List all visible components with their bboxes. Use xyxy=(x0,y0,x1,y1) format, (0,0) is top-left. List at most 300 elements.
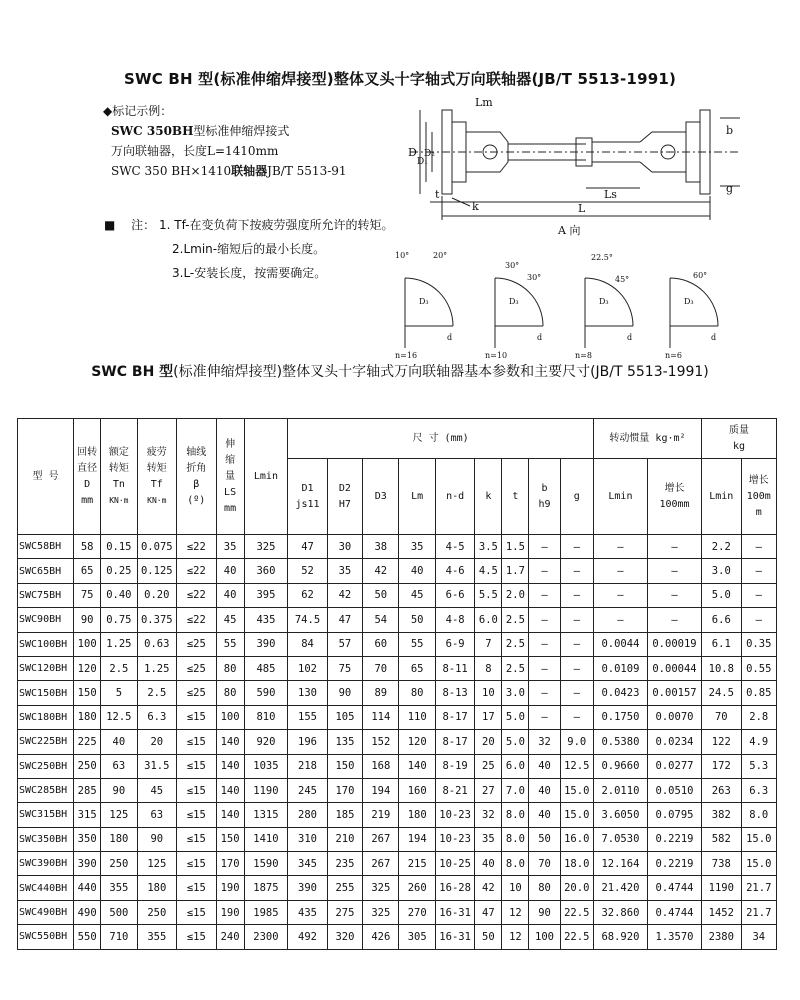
header-D3: D3 xyxy=(363,459,399,535)
section-4-angle-a: 60° xyxy=(693,271,708,280)
table-cell: 267 xyxy=(363,827,399,851)
table-cell: – xyxy=(560,583,593,607)
label-t: t xyxy=(435,188,440,201)
table-cell: ≤15 xyxy=(177,852,217,876)
section-2-d3: D₃ xyxy=(509,297,519,306)
table-cell: 1410 xyxy=(244,827,288,851)
table-cell: 435 xyxy=(288,900,328,924)
table-cell: 2.2 xyxy=(702,535,742,559)
example-code-b: JB/T 5513-91 xyxy=(267,164,347,178)
table-cell: 5 xyxy=(101,681,137,705)
table-row xyxy=(18,730,777,754)
section-1-d: d xyxy=(447,333,453,342)
table-cell: 15.0 xyxy=(741,827,776,851)
table-cell: 150 xyxy=(74,681,101,705)
table-cell: 2.5 xyxy=(137,681,177,705)
table-cell: 4.5 xyxy=(475,559,502,583)
table-row xyxy=(18,681,777,705)
table-cell: 1.7 xyxy=(502,559,529,583)
table-cell: 7.0530 xyxy=(593,827,647,851)
header-g: g xyxy=(560,459,593,535)
table-cell: 42 xyxy=(363,559,399,583)
table-cell: 32 xyxy=(529,730,560,754)
section-3-n: n=8 xyxy=(575,351,592,360)
table-cell: 350 xyxy=(74,827,101,851)
table-cell: 8-21 xyxy=(435,778,475,802)
note-bullet: ■ xyxy=(104,218,116,232)
table-cell: – xyxy=(560,705,593,729)
table-cell: 52 xyxy=(288,559,328,583)
table-cell: – xyxy=(529,705,560,729)
header-mass-lmin: Lmin xyxy=(702,459,742,535)
table-cell: 21.420 xyxy=(593,876,647,900)
table-cell: 485 xyxy=(244,656,288,680)
table-cell: 180 xyxy=(101,827,137,851)
table-cell: 263 xyxy=(702,778,742,802)
table-cell: ≤15 xyxy=(177,803,217,827)
table-cell: 320 xyxy=(327,925,362,949)
table-cell: 440 xyxy=(74,876,101,900)
table-cell: 6-6 xyxy=(435,583,475,607)
table-cell: 395 xyxy=(244,583,288,607)
table-cell: 1.3570 xyxy=(647,925,701,949)
table-cell: ≤15 xyxy=(177,876,217,900)
table-cell: 310 xyxy=(288,827,328,851)
header-b: b h9 xyxy=(529,459,560,535)
table-cell: 218 xyxy=(288,754,328,778)
table-cell: 3.0 xyxy=(502,681,529,705)
table-cell: 550 xyxy=(74,925,101,949)
table-cell: 280 xyxy=(288,803,328,827)
label-b: b xyxy=(726,124,734,137)
table-cell: – xyxy=(529,559,560,583)
table-cell: 20 xyxy=(475,730,502,754)
table-cell: 590 xyxy=(244,681,288,705)
table-row xyxy=(18,876,777,900)
section-3-d3: D₃ xyxy=(599,297,609,306)
table-cell: 155 xyxy=(288,705,328,729)
section-3-angle-a: 22.5° xyxy=(591,253,613,262)
table-cell: 55 xyxy=(399,632,435,656)
table-cell: 390 xyxy=(244,632,288,656)
model-cell: SWC285BH xyxy=(18,778,74,802)
label-D1: D₁ xyxy=(417,157,428,167)
table-cell: 40 xyxy=(101,730,137,754)
section-4-d3: D₃ xyxy=(684,297,694,306)
table-cell: 40 xyxy=(216,583,244,607)
table-cell: 2380 xyxy=(702,925,742,949)
table-cell: – xyxy=(560,632,593,656)
label-k: k xyxy=(472,200,479,213)
table-cell: 62 xyxy=(288,583,328,607)
table-cell: – xyxy=(529,681,560,705)
table-row xyxy=(18,900,777,924)
model-cell: SWC58BH xyxy=(18,535,74,559)
table-cell: 215 xyxy=(399,852,435,876)
table-cell: 8-19 xyxy=(435,754,475,778)
table-cell: 345 xyxy=(288,852,328,876)
note-2: 2.Lmin-缩短后的最小长度。 xyxy=(172,242,326,256)
spec-table xyxy=(17,418,777,950)
table-cell: ≤15 xyxy=(177,900,217,924)
table-cell: – xyxy=(741,583,776,607)
table-cell: 47 xyxy=(327,608,362,632)
table-cell: 0.4744 xyxy=(647,876,701,900)
table-cell: 40 xyxy=(529,803,560,827)
table-cell: 15.0 xyxy=(560,803,593,827)
table-cell: – xyxy=(529,632,560,656)
table-cell: 5.0 xyxy=(702,583,742,607)
table-cell: – xyxy=(529,535,560,559)
table-cell: 40 xyxy=(399,559,435,583)
table-cell: 31.5 xyxy=(137,754,177,778)
table-cell: 75 xyxy=(327,656,362,680)
table-cell: 35 xyxy=(475,827,502,851)
table-cell: 0.63 xyxy=(137,632,177,656)
table-cell: 45 xyxy=(137,778,177,802)
table-cell: 2.0110 xyxy=(593,778,647,802)
table-cell: 50 xyxy=(529,827,560,851)
table-cell: 0.5380 xyxy=(593,730,647,754)
table-cell: 40 xyxy=(475,852,502,876)
table-cell: 190 xyxy=(216,876,244,900)
table-cell: 6.3 xyxy=(137,705,177,729)
table-cell: 219 xyxy=(363,803,399,827)
header-inertia: 转动惯量 kg·m² xyxy=(593,419,701,459)
table-cell: 1452 xyxy=(702,900,742,924)
table-cell: 710 xyxy=(101,925,137,949)
table-cell: 2.0 xyxy=(502,583,529,607)
table-cell: 25 xyxy=(475,754,502,778)
model-cell: SWC350BH xyxy=(18,827,74,851)
table-cell: 0.00044 xyxy=(647,656,701,680)
table-cell: 2.8 xyxy=(741,705,776,729)
table-cell: 0.0510 xyxy=(647,778,701,802)
table-cell: ≤22 xyxy=(177,559,217,583)
table-cell: 6.1 xyxy=(702,632,742,656)
table-cell: 100 xyxy=(216,705,244,729)
table-cell: ≤15 xyxy=(177,705,217,729)
example-line-1 xyxy=(103,121,347,141)
table-cell: 22.5 xyxy=(560,900,593,924)
table-cell: 8-17 xyxy=(435,730,475,754)
table-cell: 17 xyxy=(475,705,502,729)
table-cell: – xyxy=(560,559,593,583)
label-g: g xyxy=(726,182,734,195)
table-cell: 920 xyxy=(244,730,288,754)
table-cell: 0.75 xyxy=(101,608,137,632)
header-Lm: Lm xyxy=(399,459,435,535)
table-cell: 6.0 xyxy=(502,754,529,778)
example-desc: 型标准伸缩焊接式 xyxy=(193,124,290,138)
table-cell: 63 xyxy=(137,803,177,827)
table-cell: ≤15 xyxy=(177,730,217,754)
table-cell: 6.0 xyxy=(475,608,502,632)
table-cell: 35 xyxy=(399,535,435,559)
header-Tf: 疲劳 转矩 Tf KN·m xyxy=(137,419,177,535)
table-cell: 75 xyxy=(74,583,101,607)
table-cell: 2.5 xyxy=(101,656,137,680)
table-cell: 180 xyxy=(74,705,101,729)
table-cell: ≤25 xyxy=(177,656,217,680)
table-cell: 34 xyxy=(741,925,776,949)
table-cell: 267 xyxy=(363,852,399,876)
table-cell: 135 xyxy=(327,730,362,754)
table-cell: ≤15 xyxy=(177,925,217,949)
table-cell: 1.25 xyxy=(101,632,137,656)
table-row xyxy=(18,827,777,851)
table-cell: 0.1750 xyxy=(593,705,647,729)
table-cell: 0.00157 xyxy=(647,681,701,705)
table-cell: 140 xyxy=(216,754,244,778)
model-cell: SWC65BH xyxy=(18,559,74,583)
table-cell: 10-23 xyxy=(435,827,475,851)
table-cell: 12 xyxy=(502,900,529,924)
model-cell: SWC150BH xyxy=(18,681,74,705)
table-row xyxy=(18,535,777,559)
note-label: 注： xyxy=(131,218,156,232)
table-cell: 8.0 xyxy=(502,852,529,876)
table-cell: 15.0 xyxy=(560,778,593,802)
table-cell: 38 xyxy=(363,535,399,559)
table-cell: 0.20 xyxy=(137,583,177,607)
table-cell: 0.2219 xyxy=(647,852,701,876)
coupling-drawing xyxy=(390,98,770,238)
table-cell: 5.0 xyxy=(502,730,529,754)
table-cell: 500 xyxy=(101,900,137,924)
table-row xyxy=(18,925,777,949)
model-cell: SWC550BH xyxy=(18,925,74,949)
table-cell: – xyxy=(593,535,647,559)
table-cell: 0.15 xyxy=(101,535,137,559)
table-cell: 4-5 xyxy=(435,535,475,559)
table-cell: 1035 xyxy=(244,754,288,778)
example-model: SWC 350BH xyxy=(111,124,194,138)
table-cell: 125 xyxy=(137,852,177,876)
table-cell: 0.0423 xyxy=(593,681,647,705)
table-cell: 74.5 xyxy=(288,608,328,632)
table-cell: 45 xyxy=(399,583,435,607)
header-beta: 轴线 折角 β (º) xyxy=(177,419,217,535)
table-cell: 1875 xyxy=(244,876,288,900)
table-cell: 0.0795 xyxy=(647,803,701,827)
table-cell: 58 xyxy=(74,535,101,559)
table-cell: 5.3 xyxy=(741,754,776,778)
table-cell: 2300 xyxy=(244,925,288,949)
table-cell: 12.164 xyxy=(593,852,647,876)
header-Tn: 额定 转矩 Tn KN·m xyxy=(101,419,137,535)
table-cell: 130 xyxy=(288,681,328,705)
table-cell: 0.0109 xyxy=(593,656,647,680)
model-cell: SWC315BH xyxy=(18,803,74,827)
table-row xyxy=(18,754,777,778)
table-cell: 5.5 xyxy=(475,583,502,607)
table-cell: 0.55 xyxy=(741,656,776,680)
table-cell: – xyxy=(529,608,560,632)
table-cell: 68.920 xyxy=(593,925,647,949)
header-Lmin: Lmin xyxy=(244,419,288,535)
table-cell: 190 xyxy=(216,900,244,924)
table-cell: 80 xyxy=(216,681,244,705)
table-cell: 8.0 xyxy=(741,803,776,827)
table-cell: 47 xyxy=(288,535,328,559)
table-cell: 260 xyxy=(399,876,435,900)
table-cell: 35 xyxy=(216,535,244,559)
table-cell: 40 xyxy=(529,778,560,802)
example-code-bold: 联轴器 xyxy=(231,164,268,178)
table-cell: 0.4744 xyxy=(647,900,701,924)
table-cell: 0.00019 xyxy=(647,632,701,656)
table-cell: 275 xyxy=(327,900,362,924)
header-D1: D1 js11 xyxy=(288,459,328,535)
table-cell: 110 xyxy=(399,705,435,729)
table-cell: 250 xyxy=(74,754,101,778)
table-cell: 325 xyxy=(363,900,399,924)
table-cell: 1.5 xyxy=(502,535,529,559)
table-cell: 738 xyxy=(702,852,742,876)
table-cell: 245 xyxy=(288,778,328,802)
table-cell: 140 xyxy=(216,803,244,827)
table-cell: 426 xyxy=(363,925,399,949)
table-cell: 10-25 xyxy=(435,852,475,876)
table-cell: 90 xyxy=(327,681,362,705)
table-cell: 168 xyxy=(363,754,399,778)
table-cell: 325 xyxy=(363,876,399,900)
notes xyxy=(104,213,394,285)
table-cell: 12 xyxy=(502,925,529,949)
table-cell: 194 xyxy=(363,778,399,802)
table-cell: 16.0 xyxy=(560,827,593,851)
table-cell: 152 xyxy=(363,730,399,754)
table-cell: 170 xyxy=(327,778,362,802)
table-cell: 2.5 xyxy=(502,632,529,656)
table-cell: 196 xyxy=(288,730,328,754)
section-4-d: d xyxy=(711,333,717,342)
section-2-n: n=10 xyxy=(485,351,508,360)
table-cell: 180 xyxy=(399,803,435,827)
header-t: t xyxy=(502,459,529,535)
table-cell: 32.860 xyxy=(593,900,647,924)
table-cell: 90 xyxy=(137,827,177,851)
table-row xyxy=(18,778,777,802)
flange-sections xyxy=(385,238,725,363)
table-cell: 54 xyxy=(363,608,399,632)
table-cell: 10.8 xyxy=(702,656,742,680)
section-3-d: d xyxy=(627,333,633,342)
table-cell: 325 xyxy=(244,535,288,559)
table-row xyxy=(18,632,777,656)
table-cell: 6.6 xyxy=(702,608,742,632)
table-cell: 3.5 xyxy=(475,535,502,559)
table-cell: 270 xyxy=(399,900,435,924)
header-inertia-inc: 增长 100mm xyxy=(647,459,701,535)
table-cell: – xyxy=(741,535,776,559)
table-cell: 0.25 xyxy=(101,559,137,583)
section-2-angle-b: 30° xyxy=(527,273,542,282)
table-cell: 10 xyxy=(502,876,529,900)
table-cell: 0.85 xyxy=(741,681,776,705)
table-cell: 90 xyxy=(101,778,137,802)
table-cell: 2.5 xyxy=(502,656,529,680)
table-cell: 50 xyxy=(475,925,502,949)
section-4-n: n=6 xyxy=(665,351,682,360)
table-cell: 582 xyxy=(702,827,742,851)
table-cell: 8 xyxy=(475,656,502,680)
table-cell: 255 xyxy=(327,876,362,900)
table-cell: 172 xyxy=(702,754,742,778)
table-cell: 315 xyxy=(74,803,101,827)
table-cell: 194 xyxy=(399,827,435,851)
table-cell: – xyxy=(647,583,701,607)
table-cell: 492 xyxy=(288,925,328,949)
table-cell: 225 xyxy=(74,730,101,754)
table-cell: 20 xyxy=(137,730,177,754)
table-cell: 40 xyxy=(216,559,244,583)
table-cell: 390 xyxy=(288,876,328,900)
section-2-angle-a: 30° xyxy=(505,261,520,270)
table-cell: 40 xyxy=(529,754,560,778)
table-cell: 8.0 xyxy=(502,803,529,827)
table-cell: – xyxy=(560,608,593,632)
table-cell: 47 xyxy=(475,900,502,924)
table-cell: 6.3 xyxy=(741,778,776,802)
section-1-n: n=16 xyxy=(395,351,418,360)
table-cell: 390 xyxy=(74,852,101,876)
example-line-2: 万向联轴器，长度L=1410mm xyxy=(111,144,279,158)
table-cell: 50 xyxy=(399,608,435,632)
table-cell: 140 xyxy=(216,730,244,754)
table-cell: 90 xyxy=(529,900,560,924)
table-cell: 89 xyxy=(363,681,399,705)
table-cell: 4-8 xyxy=(435,608,475,632)
table-cell: 1590 xyxy=(244,852,288,876)
table-cell: 18.0 xyxy=(560,852,593,876)
table-cell: ≤22 xyxy=(177,583,217,607)
table-cell: 55 xyxy=(216,632,244,656)
table-cell: 305 xyxy=(399,925,435,949)
table-cell: 50 xyxy=(363,583,399,607)
header-mass-inc: 增长 100m m xyxy=(741,459,776,535)
example-line-3 xyxy=(103,161,347,181)
table-cell: 140 xyxy=(216,778,244,802)
model-cell: SWC225BH xyxy=(18,730,74,754)
table-cell: 105 xyxy=(327,705,362,729)
table-cell: ≤22 xyxy=(177,535,217,559)
table-cell: 10-23 xyxy=(435,803,475,827)
table-cell: 4-6 xyxy=(435,559,475,583)
table-cell: 16-31 xyxy=(435,925,475,949)
label-Ls: Ls xyxy=(604,188,617,201)
label-D2: D₂ xyxy=(424,149,435,159)
table-cell: 24.5 xyxy=(702,681,742,705)
model-cell: SWC100BH xyxy=(18,632,74,656)
model-cell: SWC250BH xyxy=(18,754,74,778)
table-cell: 8-11 xyxy=(435,656,475,680)
table-cell: 7.0 xyxy=(502,778,529,802)
table-cell: 0.0277 xyxy=(647,754,701,778)
table-cell: 114 xyxy=(363,705,399,729)
section-1-angle-b: 20° xyxy=(433,251,448,260)
table-row xyxy=(18,583,777,607)
section-3-angle-b: 45° xyxy=(615,275,630,284)
table-cell: – xyxy=(560,535,593,559)
table-cell: 65 xyxy=(399,656,435,680)
table-cell: 21.7 xyxy=(741,876,776,900)
note-3: 3.L-安装长度，按需要确定。 xyxy=(172,266,327,280)
table-cell: 0.375 xyxy=(137,608,177,632)
table-cell: 1.25 xyxy=(137,656,177,680)
table-cell: 120 xyxy=(74,656,101,680)
